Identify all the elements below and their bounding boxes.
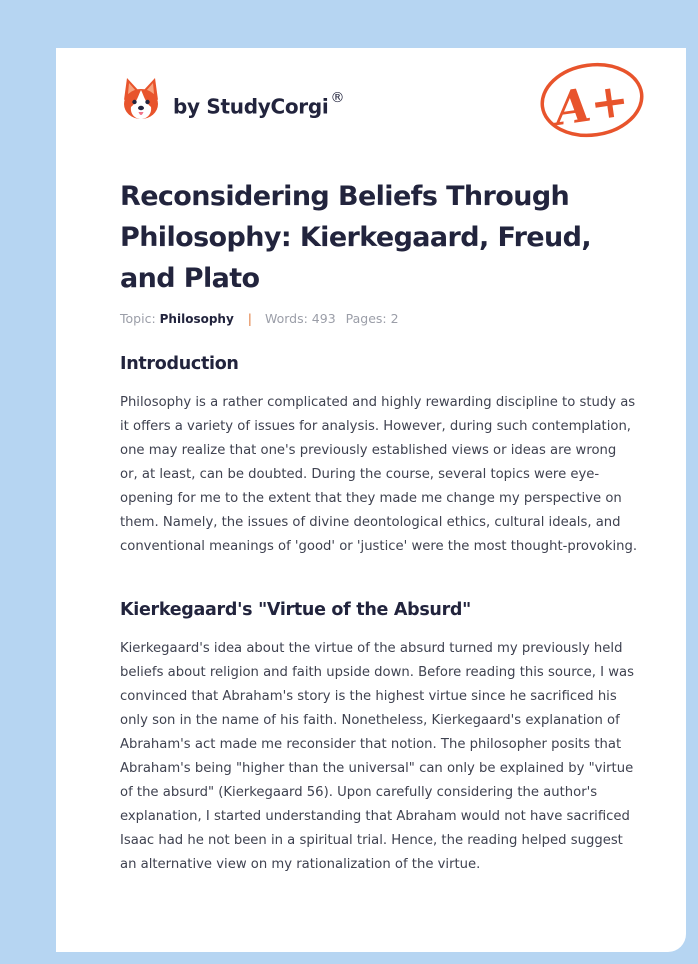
grade-text: A+ <box>551 72 633 136</box>
brand-name-text: by StudyCorgi <box>173 94 329 119</box>
section-body-introduction: Philosophy is a rather complicated and highly rewarding discipline to study as it offers a variety of issues for analysis. However, during such contemplation, one may realize that one's previously established views or ideas are wrong or, at least, can be doubted. During the course, several topics were eye-opening for me to the extent that they made me change my perspective on them. Namely, the issues of divine deontological ethics, cultural ideals, and conventional meanings of 'good' or 'justice' were the most thought-provoking. <box>120 395 638 554</box>
page-count: Pages: 2 <box>345 311 399 326</box>
word-count: Words: 493 <box>264 311 336 326</box>
topic-label: Topic: <box>120 311 156 326</box>
topic-link[interactable]: Philosophy <box>159 312 234 326</box>
a-plus-grade-badge <box>538 60 648 140</box>
registered-mark: ® <box>330 89 345 106</box>
page-title: Reconsidering Beliefs Through Philosophy: Kierkegaard, Freud, and Plato <box>120 181 591 294</box>
brand-name <box>173 89 345 119</box>
document-page <box>56 48 686 952</box>
document-meta <box>120 311 399 326</box>
section-heading-introduction: Introduction <box>120 354 239 374</box>
section-body-kierkegaard: Kierkegaard's idea about the virtue of the absurd turned my previously held beliefs about religion and faith upside down. Before reading this source, I was convinced that Abraham's story is the highest virtue since he sacrificed his only son in the name of his faith. Nonetheless, Kierkegaard's explanation of Abraham's act made me reconsider that notion. The philosopher posits that Abraham's being "higher than the universal" can only be explained by "virtue of the absurd" (Kierkegaard 56). Upon carefully considering the author's explanation, I started understanding that Abraham would not have sacrificed Isaac had he not been in a spiritual trial. Hence, the reading helped suggest an alternative view on my rationalization of the virtue. <box>120 641 634 872</box>
section-heading-kierkegaard: Kierkegaard's "Virtue of the Absurd" <box>120 600 471 620</box>
brand-logo[interactable] <box>120 76 344 122</box>
meta-separator: | <box>247 311 252 326</box>
corgi-logo-icon <box>120 76 162 122</box>
